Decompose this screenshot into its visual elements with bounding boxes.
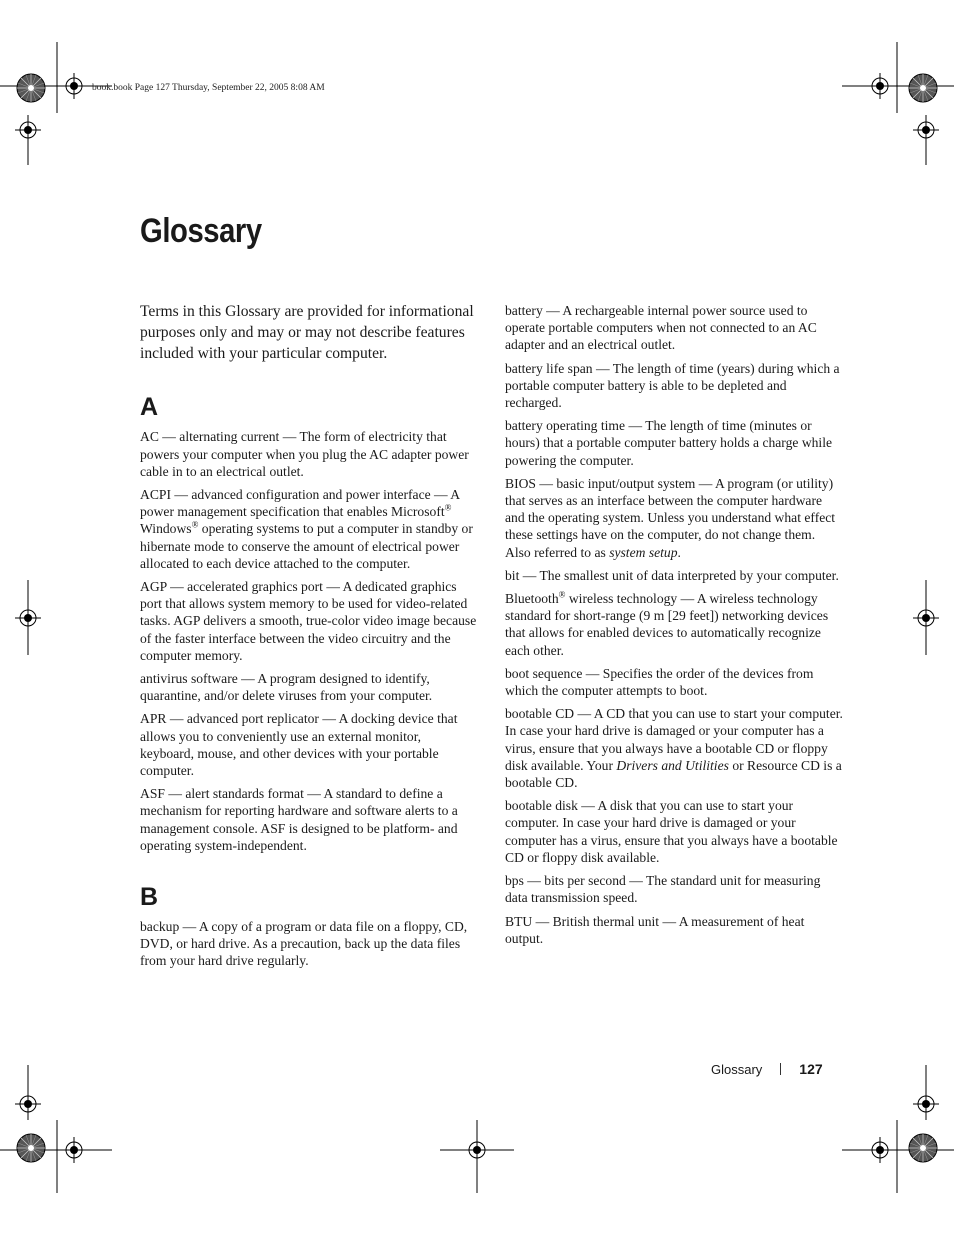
entry-definition-end: or Resource CD is a bootable CD. <box>505 757 842 791</box>
entry-definition: — advanced configuration and power interface — A power management specification that enables Microsoft <box>140 487 460 520</box>
entry-definition: Windows <box>140 521 192 537</box>
glossary-entry-agp <box>140 578 478 664</box>
entry-term: Bluetooth <box>505 591 559 607</box>
right-column <box>505 302 843 953</box>
print-header-line: book.book Page 127 Thursday, September 22, 2005 8:08 AM <box>92 83 325 93</box>
registered-mark: ® <box>558 589 566 600</box>
footer-section-label: Glossary <box>711 1061 763 1077</box>
entry-term: bps <box>505 873 524 889</box>
entry-definition: — Specifies the order of the devices from which the computer attempts to boot. <box>505 665 814 699</box>
entry-definition: — The length of time (years) during which a portable computer battery is able to be depleted and recharged. <box>505 360 840 411</box>
glossary-entry-battery <box>505 302 843 354</box>
entry-definition: — alert standards format — A standard to define a mechanism for reporting hardware and software alerts to a management console. ASF is designed to be platform- and operating system-independent. <box>140 786 458 853</box>
page-title: Glossary <box>140 212 262 250</box>
glossary-entry-battery-life-span <box>505 360 843 412</box>
glossary-entry-ac <box>140 428 478 480</box>
entry-definition-end: . <box>677 544 681 560</box>
entry-definition: alternating current — The form of electricity that powers your computer when you plug the AC adapter power cable in to an electrical outlet. <box>140 429 469 479</box>
glossary-entry-antivirus-software <box>140 670 478 704</box>
entry-definition: — A disk that you can use to start your computer. In case your hard drive is damaged or your computer has a virus, ensure that you always have a bootable CD or floppy disk available. <box>505 798 838 865</box>
entry-definition: — bits per second — The standard unit for measuring data transmission speed. <box>505 873 821 906</box>
glossary-entry-boot-sequence <box>505 665 843 699</box>
left-column <box>140 302 478 976</box>
entry-definition: — The smallest unit of data interpreted by your computer. <box>519 567 839 583</box>
entry-definition: — A program designed to identify, quarantine, and/or delete viruses from your computer. <box>140 671 433 704</box>
entry-definition: — accelerated graphics port — A dedicated graphics port that allows system memory to be used for video-related tasks. AGP delivers a smooth, true-color video image because of the faster interface between the video circuitry and the computer memory. <box>140 579 477 663</box>
entry-term: bootable CD <box>505 706 575 722</box>
entry-term: ACPI <box>140 487 171 502</box>
entry-term: battery <box>505 303 543 318</box>
entry-term: APR <box>140 711 167 727</box>
entry-definition: — A copy of a program or data file on a floppy, CD, DVD, or hard drive. As a precaution, back up the data files from your hard drive regularly. <box>140 919 468 969</box>
intro-paragraph: Terms in this Glossary are provided for informational purposes only and may or may not describe features included with your particular computer. <box>140 303 474 362</box>
registered-mark: ® <box>191 519 199 530</box>
entry-term: BTU <box>505 913 533 929</box>
entry-definition: — basic input/output system — A program (or utility) that serves as an interface between the computer hardware and the operating system. Unless you understand what effect these settings have on the computer, do not change them. Also referred to as <box>505 475 836 560</box>
section-letter-b: B <box>140 883 159 912</box>
entry-term: boot sequence <box>505 665 583 681</box>
entry-emphasis: Drivers and Utilities <box>616 757 729 773</box>
entry-term: bit <box>505 567 520 583</box>
glossary-entry-bluetooth <box>505 590 843 659</box>
glossary-entry-apr <box>140 710 478 779</box>
entry-term: BIOS <box>505 475 536 491</box>
glossary-entry-backup <box>140 918 478 970</box>
entry-definition: — British thermal unit — A measurement of heat output. <box>505 913 805 946</box>
entry-term: battery life span <box>505 360 593 376</box>
entry-definition: — advanced port replicator — A docking device that allows you to conveniently use an external monitor, keyboard, mouse, and other devices with your portable computer. <box>140 711 458 779</box>
glossary-entry-btu <box>505 913 843 947</box>
footer-divider <box>780 1063 781 1075</box>
entry-term: backup <box>140 919 180 935</box>
entry-term: ASF <box>140 786 165 802</box>
entry-definition: operating systems to put a computer in standby or hibernate mode to conserve the amount of electrical power allocated to each device attached to the computer. <box>140 521 473 571</box>
entry-definition: — A rechargeable internal power source used to operate portable computers when not connected to an AC adapter and an electrical outlet. <box>505 303 817 353</box>
entry-term: wireless technology <box>565 591 678 607</box>
entry-emphasis: system setup <box>609 544 678 560</box>
entry-term: bootable disk <box>505 798 578 814</box>
glossary-entry-battery-operating-time <box>505 417 843 469</box>
glossary-entry-bit <box>505 567 843 584</box>
glossary-entry-bps <box>505 872 843 906</box>
entry-definition: — The length of time (minutes or hours) that a portable computer battery holds a charge while powering the computer. <box>505 418 833 468</box>
entry-term: AC — <box>140 429 176 445</box>
glossary-entry-acpi <box>140 486 478 572</box>
page-footer <box>711 1061 823 1077</box>
registered-mark: ® <box>444 502 452 513</box>
entry-term: antivirus software <box>140 671 238 687</box>
glossary-entry-asf <box>140 785 478 854</box>
section-letter-a: A <box>140 393 159 422</box>
glossary-entry-bootable-disk <box>505 797 843 866</box>
entry-definition: — A CD that you can use to start your computer. In case your hard drive is damaged or your computer has a virus, ensure that you always have a bootable CD or floppy disk available. Your <box>505 706 843 773</box>
glossary-entry-bootable-cd <box>505 705 843 791</box>
entry-term: AGP <box>140 579 167 595</box>
glossary-entry-bios <box>505 475 843 561</box>
page-number: 127 <box>799 1061 823 1077</box>
entry-definition: — A wireless technology standard for short-range (9 m [29 feet]) networking devices that allows for enabled devices to automatically recognize each other. <box>505 591 829 658</box>
entry-term: battery operating time <box>505 418 626 434</box>
